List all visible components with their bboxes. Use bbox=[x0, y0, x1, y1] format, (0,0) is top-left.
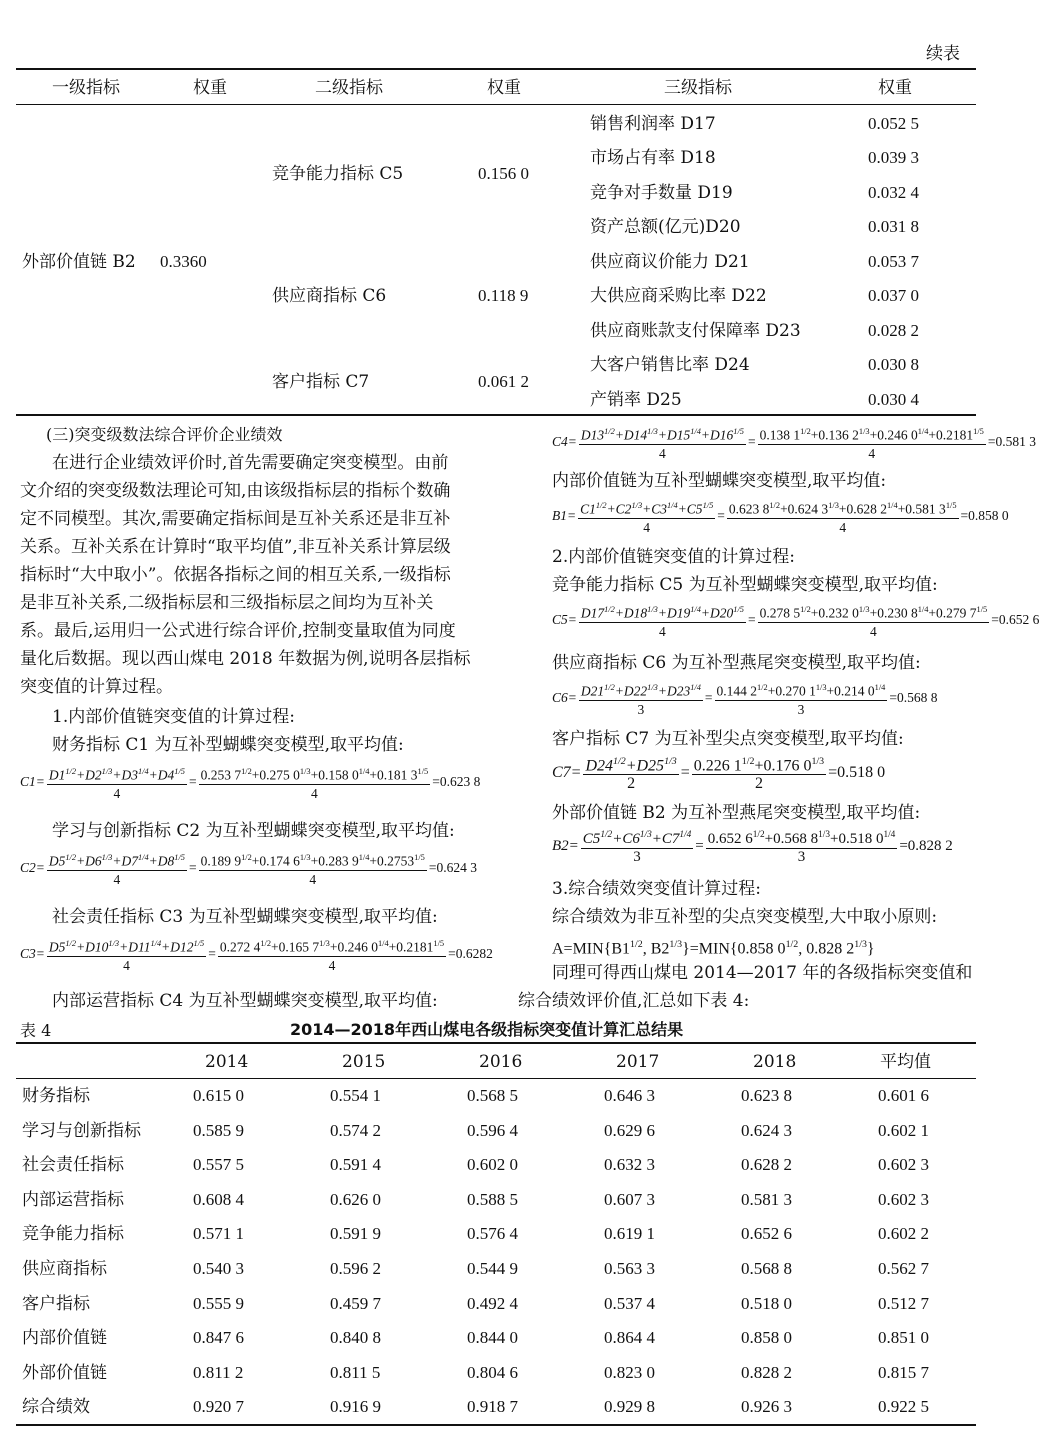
formula-result: =0.624 3 bbox=[428, 860, 477, 876]
formula-num: $D17^{1/2}+D18^{1/3}+D19^{1/4}+D20^{1/5}$ bbox=[579, 602, 746, 623]
c2-text: 学习与创新指标 C2 为互补型蝴蝶突变模型,取平均值: bbox=[52, 821, 455, 841]
table4-cell: 0.851 0 bbox=[878, 1328, 929, 1348]
formula-result: =0.518 0 bbox=[828, 763, 886, 781]
formula-den: 2 bbox=[754, 775, 763, 793]
formula-num: $D24^{1/2}+D25^{1/3}$ bbox=[585, 756, 677, 775]
table4-row-label: 内部价值链 bbox=[22, 1328, 107, 1349]
table4-cell: 0.568 8 bbox=[741, 1259, 792, 1278]
formula-result: =0.581 3 bbox=[987, 434, 1036, 450]
table4-cell: 0.628 2 bbox=[741, 1155, 792, 1175]
c5-text: 竞争能力指标 C5 为互补型蝴蝶突变模型,取平均值: bbox=[552, 575, 938, 595]
table4-cell: 0.646 3 bbox=[604, 1086, 655, 1105]
table4-cell: 0.563 3 bbox=[604, 1259, 655, 1278]
level3-weight: 0.053 7 bbox=[868, 252, 919, 271]
formula-result: =0.623 8 bbox=[432, 774, 481, 790]
table4-cell: 0.840 8 bbox=[330, 1328, 381, 1348]
table4-cell: 0.607 3 bbox=[604, 1189, 655, 1209]
formula-result: =0.568 8 bbox=[889, 690, 938, 706]
table4-cell: 0.591 4 bbox=[330, 1155, 381, 1175]
table4-cell: 0.629 6 bbox=[604, 1120, 655, 1140]
b2-formula: B2= $\frac{C5^{1/2}+C6^{1/3}+C7^{1/4}}{3}$ = $\frac{0.652 6^{1/2}+0.568 8^{1/3}+0.518 0^{1/4}}{3}$ =0.828 2 bbox=[552, 830, 953, 865]
formula-num: 0.144 $2^{1/2}+0.270$ $1^{1/3}+0.214$ $0^{1/4}$ bbox=[715, 680, 888, 701]
level3-weight: 0.028 2 bbox=[868, 321, 919, 340]
formula-den: 4 bbox=[870, 623, 877, 639]
continued-label: 续表 bbox=[926, 44, 960, 64]
a-formula: $A=MIN\{B1^{1/2}$, $B2^{1/3}\}=MIN\{0.858$ $0^{1/2}$, 0.828 $2^{1/3}$} bbox=[552, 939, 875, 958]
table4-cell: 0.596 2 bbox=[330, 1259, 381, 1278]
level3-name: 供应商账款支付保障率 D23 bbox=[590, 321, 801, 341]
formula-den: 2 bbox=[627, 775, 636, 793]
formula-den: 4 bbox=[643, 519, 651, 535]
b2-text: 外部价值链 B2 为互补型燕尾突变模型,取平均值: bbox=[552, 803, 921, 823]
table4-cell: 0.540 3 bbox=[193, 1259, 244, 1278]
formula-num: $C1^{1/2}+C2^{1/3}+C3^{1/4}+C5^{1/5}$ bbox=[578, 498, 715, 519]
level3-name: 大供应商采购比率 D22 bbox=[590, 286, 767, 306]
formula-den: 4 bbox=[839, 519, 847, 535]
th-level1: 一级指标 bbox=[52, 78, 120, 98]
level2-name-c6: 供应商指标 C6 bbox=[272, 286, 387, 306]
table4-cell: 0.537 4 bbox=[604, 1293, 655, 1313]
table4-cell: 0.581 3 bbox=[741, 1189, 792, 1209]
level3-name: 大客户销售比率 D24 bbox=[590, 355, 750, 375]
formula-num: 0.272 $4^{1/2}+0.165$ $7^{1/3}+0.246$ $0^{1/4}+0.2181^{1/5}$ bbox=[218, 936, 446, 957]
table4-cell: 0.608 4 bbox=[193, 1189, 244, 1209]
c4-text: 内部运营指标 C4 为互补型蝴蝶突变模型,取平均值: bbox=[52, 991, 438, 1011]
formula-num: $C5^{1/2}+C6^{1/3}+C7^{1/4}$ bbox=[582, 830, 692, 847]
th-level2: 二级指标 bbox=[315, 78, 383, 98]
formula-den: 4 bbox=[113, 871, 121, 887]
level3-name: 资产总额(亿元)D20 bbox=[590, 217, 741, 237]
b1-text: 内部价值链为互补型蝴蝶突变模型,取平均值: bbox=[552, 471, 887, 491]
formula-den: 3 bbox=[637, 701, 645, 717]
b1-formula: B1= $\frac{C1^{1/2}+C2^{1/3}+C3^{1/4}+C5^{1/5}}{4}$ = $\frac{0.623 8^{1/2}+0.624 3^{1/3}+0.628 2^{1/4}+0.581 3^{1/5}}{4}$ =0.858 0 bbox=[552, 498, 1009, 535]
table4-cell: 0.929 8 bbox=[604, 1397, 655, 1417]
c1-formula: C1= $\frac{D1^{1/2}+D2^{1/3}+D3^{1/4}+D4^{1/5}}{4}$ = $\frac{0.253 7^{1/2}+0.275 0^{1/3}+0.158 0^{1/4}+0.181 3^{1/5}}{4}$ =0.623 8 bbox=[20, 764, 480, 801]
table4-cell: 0.632 3 bbox=[604, 1155, 655, 1175]
intro-line: 是非互补关系,二级指标层和三级指标层之间均为互补关 bbox=[20, 593, 434, 613]
table4-cell: 0.858 0 bbox=[741, 1328, 792, 1348]
step2-heading: 2.内部价值链突变值的计算过程: bbox=[552, 547, 795, 567]
level3-name: 供应商议价能力 D21 bbox=[590, 252, 750, 272]
table4-cell: 0.562 7 bbox=[878, 1259, 929, 1278]
table4-cell: 0.596 4 bbox=[467, 1120, 518, 1140]
table4-col-header: 2014 bbox=[205, 1052, 249, 1072]
step3-heading: 3.综合绩效突变值计算过程: bbox=[552, 879, 761, 899]
top-table-rule-header bbox=[16, 104, 976, 105]
formula-den: 4 bbox=[309, 871, 317, 887]
table4-cell: 0.544 9 bbox=[467, 1259, 518, 1278]
formula-result: =0.858 0 bbox=[960, 508, 1009, 524]
formula-den: 4 bbox=[123, 957, 130, 973]
table4-title: 2014—2018年西山煤电各级指标突变值计算汇总结果 bbox=[290, 1020, 684, 1039]
table4-cell: 0.588 5 bbox=[467, 1189, 518, 1209]
table4-cell: 0.574 2 bbox=[330, 1120, 381, 1140]
formula-den: 3 bbox=[797, 701, 805, 717]
formula-den: 4 bbox=[868, 445, 876, 461]
formula-lhs: B1= bbox=[552, 508, 577, 524]
formula-den: 4 bbox=[659, 445, 666, 461]
table4-label: 表 4 bbox=[20, 1021, 52, 1040]
formula-den: 3 bbox=[797, 849, 806, 865]
formula-lhs: C1= bbox=[20, 774, 45, 790]
table4-row-label: 外部价值链 bbox=[22, 1362, 107, 1383]
table4-cell: 0.804 6 bbox=[467, 1362, 518, 1382]
table4-cell: 0.557 5 bbox=[193, 1155, 244, 1175]
formula-result: =0.652 6 bbox=[991, 612, 1039, 628]
formula-lhs: C3= bbox=[20, 946, 45, 962]
intro-line: 在进行企业绩效评价时,首先需要确定突变模型。由前 bbox=[52, 453, 449, 473]
intro-line: 突变值的计算过程。 bbox=[20, 677, 173, 697]
table4-row-label: 客户指标 bbox=[22, 1293, 90, 1314]
level3-name: 竞争对手数量 D19 bbox=[590, 183, 733, 203]
level3-name: 市场占有率 D18 bbox=[590, 148, 716, 168]
formula-num: 0.189 $9^{1/2}+0.174$ $6^{1/3}+0.283$ $9^{1/4}+0.2753^{1/5}$ bbox=[199, 850, 427, 871]
table4-cell: 0.568 5 bbox=[467, 1086, 518, 1105]
formula-num: 0.138 $1^{1/2}+0.136$ $2^{1/3}+0.246$ $0^{1/4}+0.2181^{1/5}$ bbox=[758, 424, 986, 445]
table4-cell: 0.652 6 bbox=[741, 1224, 792, 1244]
table4-cell: 0.916 9 bbox=[330, 1397, 381, 1417]
table4-cell: 0.602 1 bbox=[878, 1120, 929, 1140]
intro-line: 定不同模型。其次,需要确定指标间是互补关系还是非互补 bbox=[20, 509, 451, 529]
intro-line: 文介绍的突变级数法理论可知,由该级指标层的指标个数确 bbox=[20, 481, 451, 501]
table4-rule-top bbox=[16, 1042, 976, 1044]
table4-cell: 0.920 7 bbox=[193, 1397, 244, 1417]
formula-lhs: C5= bbox=[552, 612, 577, 628]
table4-cell: 0.602 2 bbox=[878, 1224, 929, 1244]
table4-cell: 0.626 0 bbox=[330, 1189, 381, 1209]
level3-weight: 0.032 4 bbox=[868, 183, 919, 202]
formula-den: 4 bbox=[659, 623, 666, 639]
table4-row-label: 社会责任指标 bbox=[22, 1155, 124, 1176]
formula-den: 3 bbox=[633, 849, 641, 865]
table4-row-label: 供应商指标 bbox=[22, 1259, 107, 1279]
table4-rule-bottom bbox=[16, 1424, 976, 1426]
level3-weight: 0.030 4 bbox=[868, 390, 919, 409]
level2-name-c7: 客户指标 C7 bbox=[272, 372, 370, 392]
table4-row-label: 竞争能力指标 bbox=[22, 1224, 124, 1245]
table4-cell: 0.864 4 bbox=[604, 1328, 655, 1348]
intro-line: 系。最后,运用归一公式进行综合评价,控制变量取值为同度 bbox=[20, 621, 456, 641]
table4-col-header: 平均值 bbox=[880, 1052, 931, 1072]
c6-formula: C6= $\frac{D21^{1/2}+D22^{1/3}+D23^{1/4}}{3}$ = $\frac{0.144 2^{1/2}+0.270 1^{1/3}+0.214 0^{1/4}}{3}$ =0.568 8 bbox=[552, 680, 937, 717]
table4-row-label: 内部运营指标 bbox=[22, 1189, 124, 1210]
closing-line2: 综合绩效评价值,汇总如下表 4: bbox=[518, 991, 750, 1011]
table4-col-header: 2017 bbox=[616, 1052, 660, 1072]
step3-text: 综合绩效为非互补型的尖点突变模型,大中取小原则: bbox=[552, 907, 938, 927]
level3-weight: 0.031 8 bbox=[868, 217, 919, 236]
intro-line: 关系。互补关系在计算时“取平均值”,非互补关系计算层级 bbox=[20, 537, 451, 557]
step1-heading: 1.内部价值链突变值的计算过程: bbox=[52, 707, 295, 727]
table4-cell: 0.518 0 bbox=[741, 1293, 792, 1313]
level3-weight: 0.039 3 bbox=[868, 148, 919, 167]
table4-cell: 0.585 9 bbox=[193, 1120, 244, 1140]
formula-num: 0.226 $1^{1/2}+0.176$ $0^{1/3}$ bbox=[693, 756, 825, 775]
level3-weight: 0.052 5 bbox=[868, 114, 919, 133]
c3-formula: C3= $\frac{D5^{1/2}+D10^{1/3}+D11^{1/4}+D12^{1/5}}{4}$ = $\frac{0.272 4^{1/2}+0.165 7^{1/3}+0.246 0^{1/4}+0.2181^{1/5}}{4}$ =0.6282 bbox=[20, 936, 493, 973]
level2-weight-c5: 0.156 0 bbox=[478, 164, 529, 183]
c4-formula: C4= $\frac{D13^{1/2}+D14^{1/3}+D15^{1/4}+D16^{1/5}}{4}$ = $\frac{0.138 1^{1/2}+0.136 2^{1/3}+0.246 0^{1/4}+0.2181^{1/5}}{4}$ =0.581 3 bbox=[552, 424, 1036, 461]
top-table-rule-bottom bbox=[16, 414, 976, 416]
table4-cell: 0.601 6 bbox=[878, 1086, 929, 1105]
formula-num: $D21^{1/2}+D22^{1/3}+D23^{1/4}$ bbox=[579, 680, 703, 701]
level1-name: 外部价值链 B2 bbox=[22, 252, 136, 272]
table4-cell: 0.619 1 bbox=[604, 1224, 655, 1244]
table4-cell: 0.512 7 bbox=[878, 1293, 929, 1313]
table4-cell: 0.815 7 bbox=[878, 1362, 929, 1382]
table4-cell: 0.571 1 bbox=[193, 1224, 244, 1244]
table4-cell: 0.602 0 bbox=[467, 1155, 518, 1175]
table4-cell: 0.554 1 bbox=[330, 1086, 381, 1105]
table4-cell: 0.576 4 bbox=[467, 1224, 518, 1244]
formula-lhs: B2= bbox=[552, 838, 579, 854]
formula-den: 4 bbox=[113, 785, 121, 801]
c7-formula: C7= $\frac{D24^{1/2}+D25^{1/3}}{2}$ = $\frac{0.226 1^{1/2}+0.176 0^{1/3}}{2}$ =0.518 0 bbox=[552, 756, 886, 793]
formula-num: 0.278 $5^{1/2}+0.232$ $0^{1/3}+0.230$ $8^{1/4}+0.279$ $7^{1/5}$ bbox=[758, 602, 990, 623]
table4-cell: 0.602 3 bbox=[878, 1155, 929, 1175]
section-heading: (三)突变级数法综合评价企业绩效 bbox=[46, 425, 283, 444]
table4-cell: 0.615 0 bbox=[193, 1086, 244, 1105]
table4-cell: 0.591 9 bbox=[330, 1224, 381, 1244]
th-level3: 三级指标 bbox=[664, 78, 732, 98]
formula-den: 4 bbox=[311, 785, 318, 801]
th-weight2: 权重 bbox=[487, 78, 521, 98]
formula-lhs: C2= bbox=[20, 860, 45, 876]
intro-line: 指标时“大中取小”。依据各指标之间的相互关系,一级指标 bbox=[20, 565, 451, 585]
table4-cell: 0.828 2 bbox=[741, 1362, 792, 1382]
table4-cell: 0.926 3 bbox=[741, 1397, 792, 1417]
c1-text: 财务指标 C1 为互补型蝴蝶突变模型,取平均值: bbox=[52, 735, 404, 755]
formula-num: 0.253 $7^{1/2}+0.275$ $0^{1/3}+0.158$ $0^{1/4}+0.181$ $3^{1/5}$ bbox=[199, 764, 431, 785]
formula-num: 0.623 $8^{1/2}+0.624$ $3^{1/3}+0.628$ $2^{1/4}+0.581$ $3^{1/5}$ bbox=[727, 498, 959, 519]
table4-cell: 0.922 5 bbox=[878, 1397, 929, 1417]
level1-weight: 0.3360 bbox=[160, 252, 207, 271]
table4-cell: 0.823 0 bbox=[604, 1362, 655, 1382]
formula-num: 0.652 $6^{1/2}+0.568$ $8^{1/3}+0.518$ $0^{1/4}$ bbox=[707, 830, 896, 847]
table4-cell: 0.844 0 bbox=[467, 1328, 518, 1348]
table4-cell: 0.918 7 bbox=[467, 1397, 518, 1417]
formula-num: $D5^{1/2}+D10^{1/3}+D11^{1/4}+D12^{1/5}$ bbox=[47, 936, 206, 957]
formula-num: $D5^{1/2}+D6^{1/3}+D7^{1/4}+D8^{1/5}$ bbox=[47, 850, 187, 871]
table4-row-label: 财务指标 bbox=[22, 1086, 90, 1106]
table4-cell: 0.492 4 bbox=[467, 1293, 518, 1313]
closing-line1: 同理可得西山煤电 2014—2017 年的各级指标突变值和 bbox=[552, 963, 973, 983]
th-weight3: 权重 bbox=[878, 78, 912, 98]
c2-formula: C2= $\frac{D5^{1/2}+D6^{1/3}+D7^{1/4}+D8^{1/5}}{4}$ = $\frac{0.189 9^{1/2}+0.174 6^{1/3}+0.283 9^{1/4}+0.2753^{1/5}}{4}$ =0.624 3 bbox=[20, 850, 477, 887]
th-weight1: 权重 bbox=[193, 78, 227, 98]
c6-text: 供应商指标 C6 为互补型燕尾突变模型,取平均值: bbox=[552, 653, 921, 673]
table4-cell: 0.623 8 bbox=[741, 1086, 792, 1105]
table4-cell: 0.624 3 bbox=[741, 1120, 792, 1140]
table4-cell: 0.602 3 bbox=[878, 1189, 929, 1209]
c7-text: 客户指标 C7 为互补型尖点突变模型,取平均值: bbox=[552, 729, 904, 749]
c3-text: 社会责任指标 C3 为互补型蝴蝶突变模型,取平均值: bbox=[52, 907, 438, 927]
table4-cell: 0.811 2 bbox=[193, 1362, 244, 1382]
level2-name-c5: 竞争能力指标 C5 bbox=[272, 164, 404, 184]
table4-row-label: 综合绩效 bbox=[22, 1397, 90, 1418]
c5-formula: C5= $\frac{D17^{1/2}+D18^{1/3}+D19^{1/4}+D20^{1/5}}{4}$ = $\frac{0.278 5^{1/2}+0.232 0^{1/3}+0.230 8^{1/4}+0.279 7^{1/5}}{4}$ =0.652 6 bbox=[552, 602, 1039, 639]
level3-weight: 0.037 0 bbox=[868, 286, 919, 305]
level3-name: 产销率 D25 bbox=[590, 390, 682, 410]
table4-cell: 0.555 9 bbox=[193, 1293, 244, 1313]
table4-col-header: 2018 bbox=[753, 1052, 797, 1072]
formula-num: $D1^{1/2}+D2^{1/3}+D3^{1/4}+D4^{1/5}$ bbox=[47, 764, 187, 785]
table4-cell: 0.459 7 bbox=[330, 1293, 381, 1313]
table4-cell: 0.847 6 bbox=[193, 1328, 244, 1348]
intro-line: 量化后数据。现以西山煤电 2018 年数据为例,说明各层指标 bbox=[20, 649, 471, 669]
level3-weight: 0.030 8 bbox=[868, 355, 919, 374]
level2-weight-c7: 0.061 2 bbox=[478, 372, 529, 391]
formula-lhs: C7= bbox=[552, 763, 582, 781]
formula-lhs: C4= bbox=[552, 434, 577, 450]
level3-name: 销售利润率 D17 bbox=[590, 114, 716, 134]
formula-lhs: C6= bbox=[552, 690, 577, 706]
table4-col-header: 2015 bbox=[342, 1052, 386, 1072]
table4-row-label: 学习与创新指标 bbox=[22, 1120, 141, 1141]
table4-rule-header bbox=[16, 1078, 976, 1079]
formula-num: $D13^{1/2}+D14^{1/3}+D15^{1/4}+D16^{1/5}$ bbox=[579, 424, 746, 445]
formula-den: 4 bbox=[328, 957, 336, 973]
formula-result: =0.828 2 bbox=[899, 838, 953, 854]
formula-result: =0.6282 bbox=[448, 946, 493, 962]
table4-cell: 0.811 5 bbox=[330, 1362, 381, 1382]
level2-weight-c6: 0.118 9 bbox=[478, 286, 529, 305]
top-table-rule-top bbox=[16, 68, 976, 70]
table4-col-header: 2016 bbox=[479, 1052, 523, 1072]
